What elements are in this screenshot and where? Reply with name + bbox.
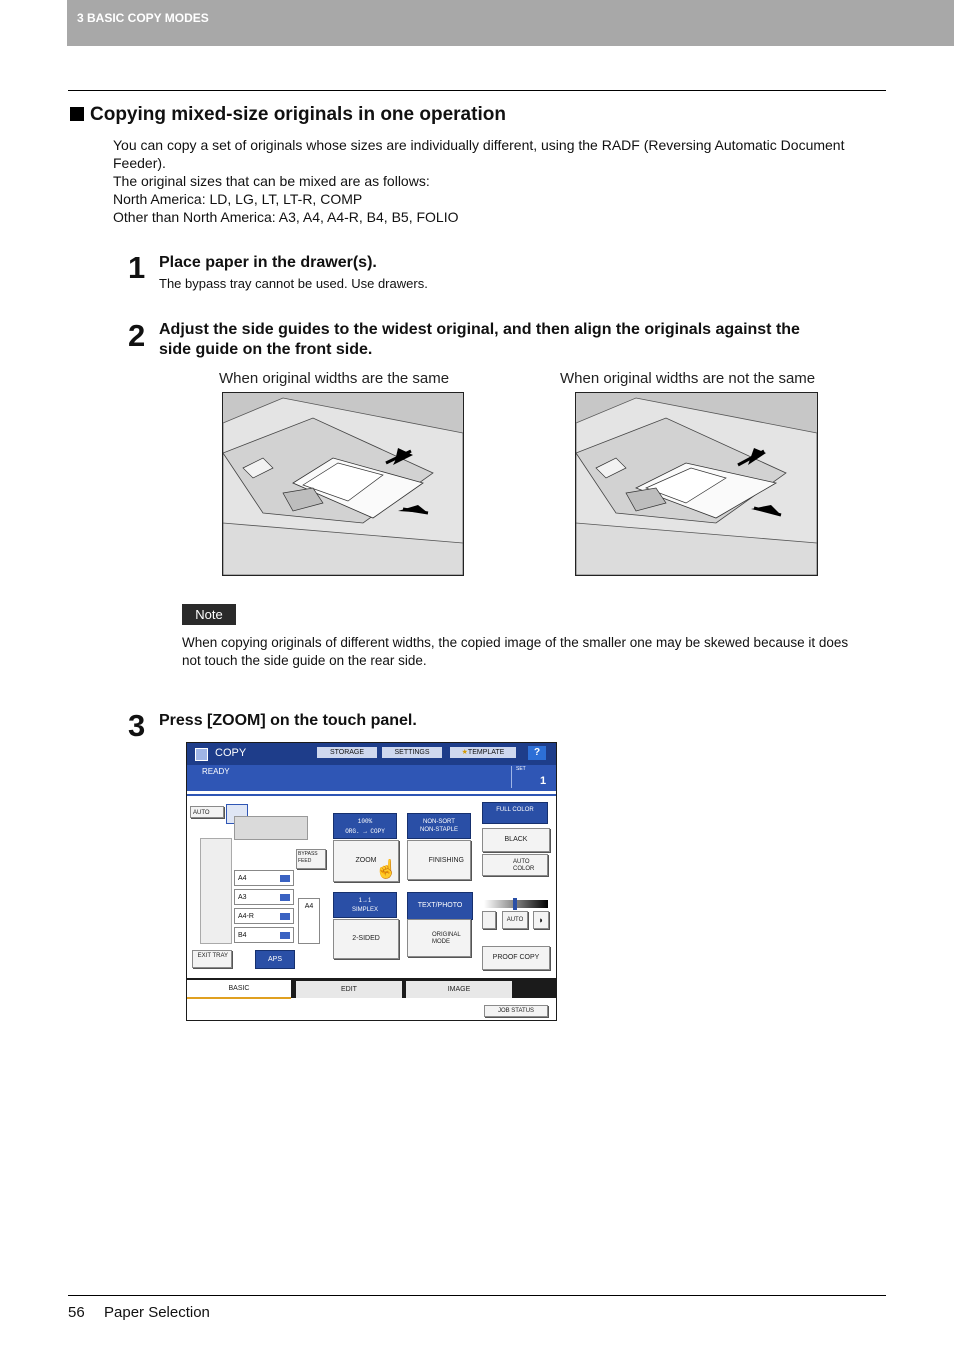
duplex-symbol: 1→1 bbox=[358, 898, 372, 904]
set-count: 1 bbox=[540, 775, 547, 787]
duplex-mode: SIMPLEX bbox=[351, 907, 378, 913]
tab-basic[interactable]: BASIC bbox=[187, 980, 291, 1000]
star-icon: ★ bbox=[461, 749, 468, 756]
original-mode-button[interactable]: ORIGINAL MODE bbox=[407, 919, 471, 957]
square-bullet-icon bbox=[70, 107, 84, 121]
full-color-button[interactable]: FULL COLOR bbox=[482, 802, 548, 824]
tray-4[interactable] bbox=[234, 927, 294, 943]
tab-image[interactable]: IMAGE bbox=[406, 981, 512, 998]
intro-line: You can copy a set of originals whose sizes are individually different, using the RADF (Reversing Automatic Document bbox=[113, 137, 845, 153]
zoom-button[interactable]: ZOOM bbox=[333, 840, 399, 882]
darker-button[interactable] bbox=[533, 911, 549, 929]
black-button[interactable]: BLACK bbox=[482, 828, 550, 852]
exit-tray-button[interactable]: EXIT TRAY bbox=[192, 950, 232, 968]
figure-caption-right: When original widths are not the same bbox=[560, 370, 816, 387]
intro-line: The original sizes that can be mixed are as follows: bbox=[113, 173, 430, 189]
set-label: SET bbox=[516, 766, 526, 772]
lcf-size-label: A4 bbox=[304, 903, 314, 910]
template-label: TEMPLATE bbox=[467, 749, 505, 756]
zoom-status bbox=[333, 813, 397, 839]
zoom-ratio: 100% bbox=[357, 818, 373, 825]
step-number: 1 bbox=[128, 250, 146, 285]
step-heading bbox=[159, 320, 800, 360]
intro-line: Other than North America: A3, A4, A4-R, B4, B5, FOLIO bbox=[113, 209, 459, 225]
auto-button[interactable] bbox=[190, 806, 224, 818]
half-circle-icon: ◗ bbox=[538, 915, 544, 925]
step-subtext: The bypass tray cannot be used. Use drawers. bbox=[159, 276, 428, 291]
panel-body-rule bbox=[187, 794, 556, 796]
tray-label: B4 bbox=[238, 932, 247, 939]
note-line: When copying originals of different widths, the copied image of the smaller one may be skewed because it does bbox=[182, 635, 849, 650]
finishing-button[interactable]: FINISHING bbox=[407, 840, 471, 880]
storage-button[interactable]: STORAGE bbox=[317, 747, 377, 758]
intro-line: North America: LD, LG, LT, LT-R, COMP bbox=[113, 191, 363, 207]
original-mode-status: TEXT/PHOTO bbox=[407, 892, 473, 920]
bypass-feed-button[interactable]: BYPASS FEED bbox=[296, 849, 326, 869]
density-marker bbox=[513, 898, 517, 910]
illustration-different-width bbox=[575, 392, 818, 576]
touch-panel bbox=[186, 742, 557, 1021]
density-auto-button[interactable]: AUTO bbox=[502, 911, 528, 929]
scanner-diagram bbox=[234, 816, 308, 840]
note-text bbox=[182, 634, 887, 670]
status-divider bbox=[511, 766, 512, 788]
step-heading: Press [ZOOM] on the touch panel. bbox=[159, 712, 417, 729]
note-badge: Note bbox=[182, 604, 236, 625]
help-button[interactable]: ? bbox=[528, 746, 546, 760]
proof-copy-button[interactable]: PROOF COPY bbox=[482, 946, 550, 970]
copier-illustration bbox=[576, 393, 817, 575]
tray-3[interactable] bbox=[234, 908, 294, 924]
pointing-hand-icon: ☝ bbox=[375, 859, 398, 879]
tray-1[interactable] bbox=[234, 870, 294, 886]
step-heading-line: side guide on the front side. bbox=[159, 341, 373, 358]
figure-caption-left: When original widths are the same bbox=[219, 370, 450, 387]
running-header-text: 3 BASIC COPY MODES bbox=[77, 11, 209, 25]
tray-label: A3 bbox=[238, 894, 247, 901]
large-capacity-feeder[interactable] bbox=[298, 898, 320, 944]
footer-rule bbox=[68, 1295, 886, 1296]
tray-icon bbox=[280, 913, 290, 920]
step-heading: Place paper in the drawer(s). bbox=[159, 254, 377, 271]
title-rule bbox=[68, 90, 886, 91]
finisher-diagram bbox=[200, 838, 232, 944]
status-text: READY bbox=[202, 767, 230, 776]
tray-icon bbox=[280, 894, 290, 901]
tray-icon bbox=[280, 875, 290, 882]
tray-2[interactable] bbox=[234, 889, 294, 905]
aps-button[interactable]: APS bbox=[255, 950, 295, 969]
tray-label: A4 bbox=[238, 875, 247, 882]
note-line: not touch the side guide on the rear side. bbox=[182, 653, 427, 668]
copier-illustration bbox=[223, 393, 463, 575]
footer-section: Paper Selection bbox=[104, 1304, 210, 1321]
mode-title: COPY bbox=[215, 747, 247, 759]
template-button[interactable] bbox=[450, 747, 516, 758]
tab-edit[interactable]: EDIT bbox=[296, 981, 402, 998]
status-bar bbox=[187, 765, 556, 791]
copy-icon bbox=[195, 748, 208, 761]
job-status-button[interactable]: JOB STATUS bbox=[484, 1005, 548, 1017]
step-heading-line: Adjust the side guides to the widest original, and then align the originals against the bbox=[159, 321, 800, 338]
two-sided-button[interactable]: 2-SIDED bbox=[333, 919, 399, 959]
settings-button[interactable]: SETTINGS bbox=[382, 747, 442, 758]
tray-icon bbox=[280, 932, 290, 939]
section-title bbox=[70, 104, 506, 126]
step-number: 3 bbox=[128, 708, 146, 743]
zoom-direction: ORG. → COPY bbox=[345, 828, 385, 835]
auto-color-button[interactable]: AUTO COLOR bbox=[482, 854, 548, 876]
tray-label: A4-R bbox=[238, 913, 254, 920]
step-number: 2 bbox=[128, 318, 146, 353]
staple-mode: NON-STAPLE bbox=[420, 827, 458, 833]
section-title-text: Copying mixed-size originals in one operation bbox=[90, 104, 506, 125]
duplex-status bbox=[333, 892, 397, 918]
lighter-button[interactable] bbox=[482, 911, 496, 929]
auto-label: AUTO bbox=[193, 810, 210, 816]
illustration-same-width bbox=[222, 392, 464, 576]
running-header bbox=[67, 0, 954, 46]
sort-mode: NON-SORT bbox=[423, 819, 455, 825]
finishing-status bbox=[407, 813, 471, 839]
intro-paragraph bbox=[113, 136, 845, 226]
intro-line: Feeder). bbox=[113, 155, 166, 171]
page-number: 56 bbox=[68, 1304, 85, 1321]
